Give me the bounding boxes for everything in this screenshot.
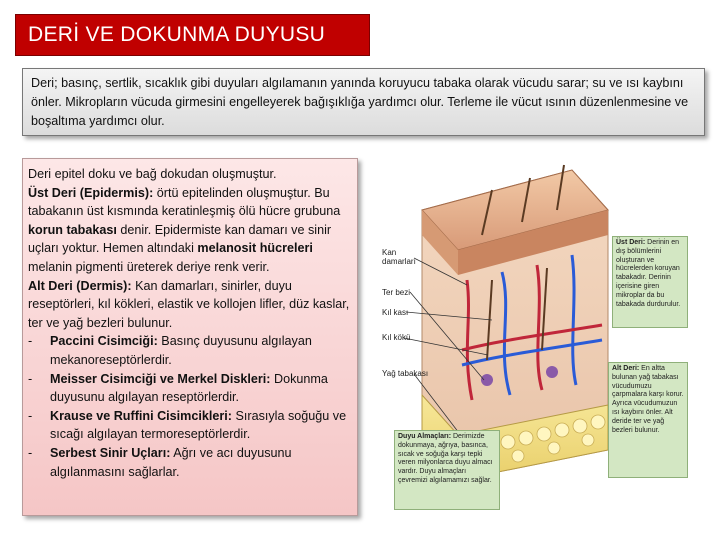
list-item-text: Dokunma duyusunu algılayan reseptörlerdir. (50, 371, 328, 405)
label-yag-tabakasi: Yağ tabakası (382, 369, 429, 378)
list-item-text: Ağrı ve acı duyusunu algılanmasını sağlarlar. (50, 445, 292, 479)
caption-ust-text: Derinin en dış bölümlerini oluşturan ve hücrelerden koruyan tabakadır. Derinin içerisine giren mikroplar da bu tabakada durdurulur. (616, 239, 681, 308)
title-banner (15, 14, 370, 56)
dermis-paragraph (28, 277, 353, 333)
list-item (28, 407, 353, 444)
list-item-name: Krause ve Ruffini Cisimcikleri: (50, 408, 232, 423)
intro-text: Deri; basınç, sertlik, sıcaklık gibi duyuları algılamanın yanında koruyucu tabaka olarak vücudu sarar; su ve ısı kaybını önler. Mikropların vücuda girmesini engelleyerek bağışıklığa yardımcı olur. Terleme ile vücut ısının düzenlenmesine ve boşaltıma yardımcı olur. (31, 76, 689, 128)
dermis-label: Alt Deri (Dermis): (28, 278, 132, 293)
epidermis-text-2: denir. Epidermiste kan damarı ve sinir uçları yoktur. Hemen altındaki (28, 222, 332, 256)
list-item (28, 370, 353, 407)
detail-line1: Deri epitel doku ve bağ dokudan oluşmuştur. (28, 167, 277, 181)
epidermis-label: Üst Deri (Epidermis): (28, 185, 154, 200)
skin-diagram (372, 150, 690, 510)
caption-ust-title: Üst Deri: (616, 239, 646, 246)
caption-duyu-almaclari (394, 430, 500, 510)
list-item (28, 444, 353, 481)
epidermis-paragraph (28, 184, 353, 277)
dermis-text: Kan damarları, sinirler, duyu reseptörleri, kıl kökleri, elastik ve kollojen lifler, düz kaslar, ter ve yağ bezleri bulunur. (28, 278, 350, 330)
caption-duyu-title: Duyu Almaçları: (398, 433, 452, 440)
epidermis-text-3: melanin pigmenti üreterek deriye renk verir. (28, 259, 270, 274)
label-kil-kasi: Kıl kası (382, 308, 409, 317)
list-item-text: Basınç duyusunu algılayan mekanoreseptörlerdir. (50, 334, 312, 367)
list-item-name: Paccini Cisimciği: (50, 334, 158, 349)
label-kan-damarlari: Kan damarları (382, 248, 416, 266)
caption-duyu-text: Derimizde dokunmaya, ağrıya, basınca, sıcak ve soğuğa karşı tepki veren milyonlarca duyu almacı vardır. Duyu almaçları çevremizi algılamamızı sağlar. (398, 433, 493, 484)
list-dash: - (28, 371, 33, 386)
detail-box (22, 158, 358, 516)
caption-alt-deri (608, 362, 688, 478)
list-item-name: Meisser Cisimciği ve Merkel Diskleri: (50, 371, 271, 386)
caption-alt-text: En altta bulunan yağ tabakası vücudumuzu çarpmalara karşı korur. Ayrıca vücudumuzun ısı kaybını önler. Alt deride ter ve yağ bezleri bulunur. (612, 365, 684, 434)
list-dash: - (28, 334, 33, 349)
page-title: DERİ VE DOKUNMA DUYUSU (28, 23, 326, 46)
korun-label: korun tabakası (28, 222, 117, 237)
list-dash: - (28, 445, 33, 460)
list-item-text: Sırasıyla soğuğu ve sıcağı algılayan termoreseptörlerdir. (50, 408, 347, 442)
caption-alt-title: Alt Deri: (612, 365, 640, 372)
epidermis-text-1: örtü epitelinden oluşmuştur. Bu tabakanın üst kısmında keratinleşmiş ölü hücre grubuna (28, 185, 341, 219)
caption-ust-deri (612, 236, 688, 328)
label-kil-koku: Kıl kökü (382, 333, 411, 342)
melanosit-label: melanosit hücreleri (197, 241, 313, 256)
list-item-name: Serbest Sinir Uçları: (50, 445, 171, 460)
list-dash: - (28, 408, 33, 423)
list-item (28, 332, 353, 369)
intro-box (22, 68, 705, 136)
label-ter-bezi: Ter bezi (382, 288, 411, 297)
